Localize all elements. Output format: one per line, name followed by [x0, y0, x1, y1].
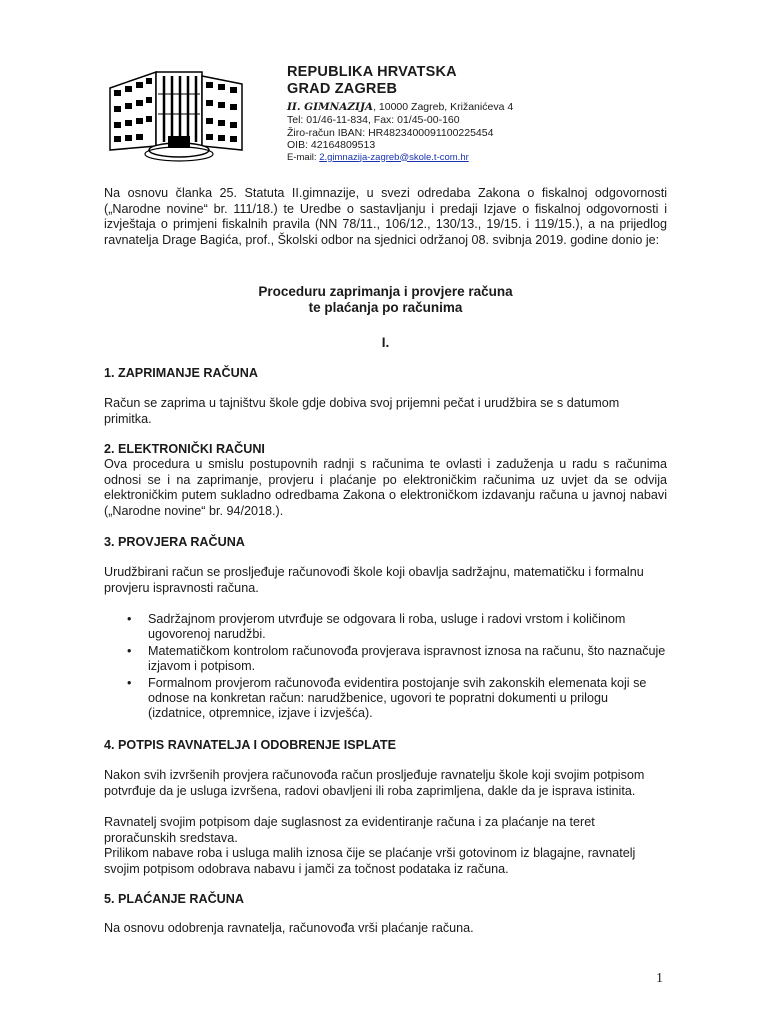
section-1-text: Račun se zaprima u tajništvu škole gdje dobiva svoj prijemni pečat i urudžbira se s datumom primitka.: [104, 396, 620, 426]
section-5-text: Na osnovu odobrenja ravnatelja, računovođa vrši plaćanje računa.: [104, 921, 474, 935]
letterhead: [287, 64, 727, 164]
school-phone: Tel: 01/46-11-834, Fax: 01/45-00-160: [287, 114, 460, 126]
list-item-text: Sadržajnom provjerom utvrđuje se odgovara li roba, usluge i radovi vrstom i količinom ugovorenoj narudžbi.: [148, 612, 626, 642]
list-item-text: Matematičkom kontrolom računovođa provjerava ispravnost iznosa na računu, što naznačuje izjavom i potpisom.: [148, 643, 666, 674]
section-2-text: Ova procedura u smislu postupovnih radnji s računima te ovlasti i zaduženja u radu s računima odnosi se i na zaprimanje, provjeru i plaćanje po elektroničkim računima uz uvjet da se odvija elektroničkim putem sukladno odredbama Zakona o elektroničkom izdavanju računa u javnoj nabavi („Narodne novine“ br. 94/2018.).: [104, 457, 667, 518]
list-item: [104, 644, 667, 675]
section-4-heading: 4. POTPIS RAVNATELJA I ODOBRENJE ISPLATE: [104, 738, 397, 752]
email-label: E-mail:: [287, 151, 320, 163]
letterhead-republic: REPUBLIKA HRVATSKA: [287, 64, 457, 80]
list-item: [104, 676, 667, 722]
page-number: 1: [656, 971, 663, 986]
bullet-icon: •: [127, 675, 132, 690]
school-oib: OIB: 42164809513: [287, 139, 376, 151]
section-1-heading: 1. ZAPRIMANJE RAČUNA: [104, 366, 258, 380]
section-3-heading: 3. PROVJERA RAČUNA: [104, 535, 245, 549]
letterhead-city: GRAD ZAGREB: [287, 81, 398, 97]
list-item: [104, 612, 667, 643]
school-building-logo: [106, 66, 246, 162]
school-street: , 10000 Zagreb, Križanićeva 4: [373, 101, 514, 113]
school-email: [287, 152, 727, 164]
section-4-paragraph-1: Nakon svih izvršenih provjera računovođa račun prosljeđuje ravnatelju škole koji svojim potpisom potvrđuje da je usluga izvršena, radovi obavljeni ili roba zaprimljena, dakle da je isprava istinita.: [104, 768, 645, 798]
section-4-paragraph-2: Ravnatelj svojim potpisom daje suglasnost za evidentiranje računa i za plaćanje na teret proračunskih sredstava.: [104, 815, 595, 845]
school-iban: Žiro-račun IBAN: HR4823400091100225454: [287, 126, 494, 139]
document-title-line1: Proceduru zaprimanja i provjere računa: [258, 284, 513, 299]
section-3-bullet-list: [104, 612, 667, 723]
list-item-text: Formalnom provjerom računovođa evidentira postojanje svih zakonskih elemenata koji se odnose na konkretan račun: narudžbenice, ugovori te popratni dokumenti u prilogu (izdatnice, otpremnice, izjave i izvješća).: [148, 675, 647, 721]
section-4-paragraph-3: Prilikom nabave roba i usluga malih iznosa čije se plaćanje vrši gotovinom iz blagajne, ravnatelj svojim potpisom odobrava nabavu i jamči za točnost podataka iz računa.: [104, 846, 636, 876]
document-title-line2: te plaćanja po računima: [308, 300, 463, 315]
school-name: II. GIMNAZIJA: [287, 101, 374, 113]
section-roman-numeral: I.: [381, 335, 390, 350]
intro-paragraph: Na osnovu članka 25. Statuta II.gimnazije, u svezi odredaba Zakona o fiskalnoj odgovornosti („Narodne novine“ br. 111/18.) te Uredbe o sastavljanju i predaji Izjave o fiskalnoj odgovornosti i izvještaja o primjeni fiskalnih pravila (NN 78/11., 106/12., 130/13., 19/15. i 119/15.), a na prijedlog ravnatelja Drage Bagića, prof., Školski odbor na sjednici održanoj 08. svibnja 2019. godine donio je:: [104, 186, 667, 247]
section-5-heading: 5. PLAĆANJE RAČUNA: [104, 892, 244, 906]
email-link[interactable]: 2.gimnazija-zagreb@skole.t-com.hr: [319, 151, 469, 163]
school-address: [287, 101, 727, 114]
section-2-heading: 2. ELEKTRONIČKI RAČUNI: [104, 442, 265, 456]
section-3-text: Urudžbirani račun se prosljeđuje računovođi škole koji obavlja sadržajnu, matematičku i formalnu provjeru ispravnosti računa.: [104, 565, 644, 595]
bullet-icon: •: [127, 612, 132, 626]
bullet-icon: •: [127, 643, 132, 658]
